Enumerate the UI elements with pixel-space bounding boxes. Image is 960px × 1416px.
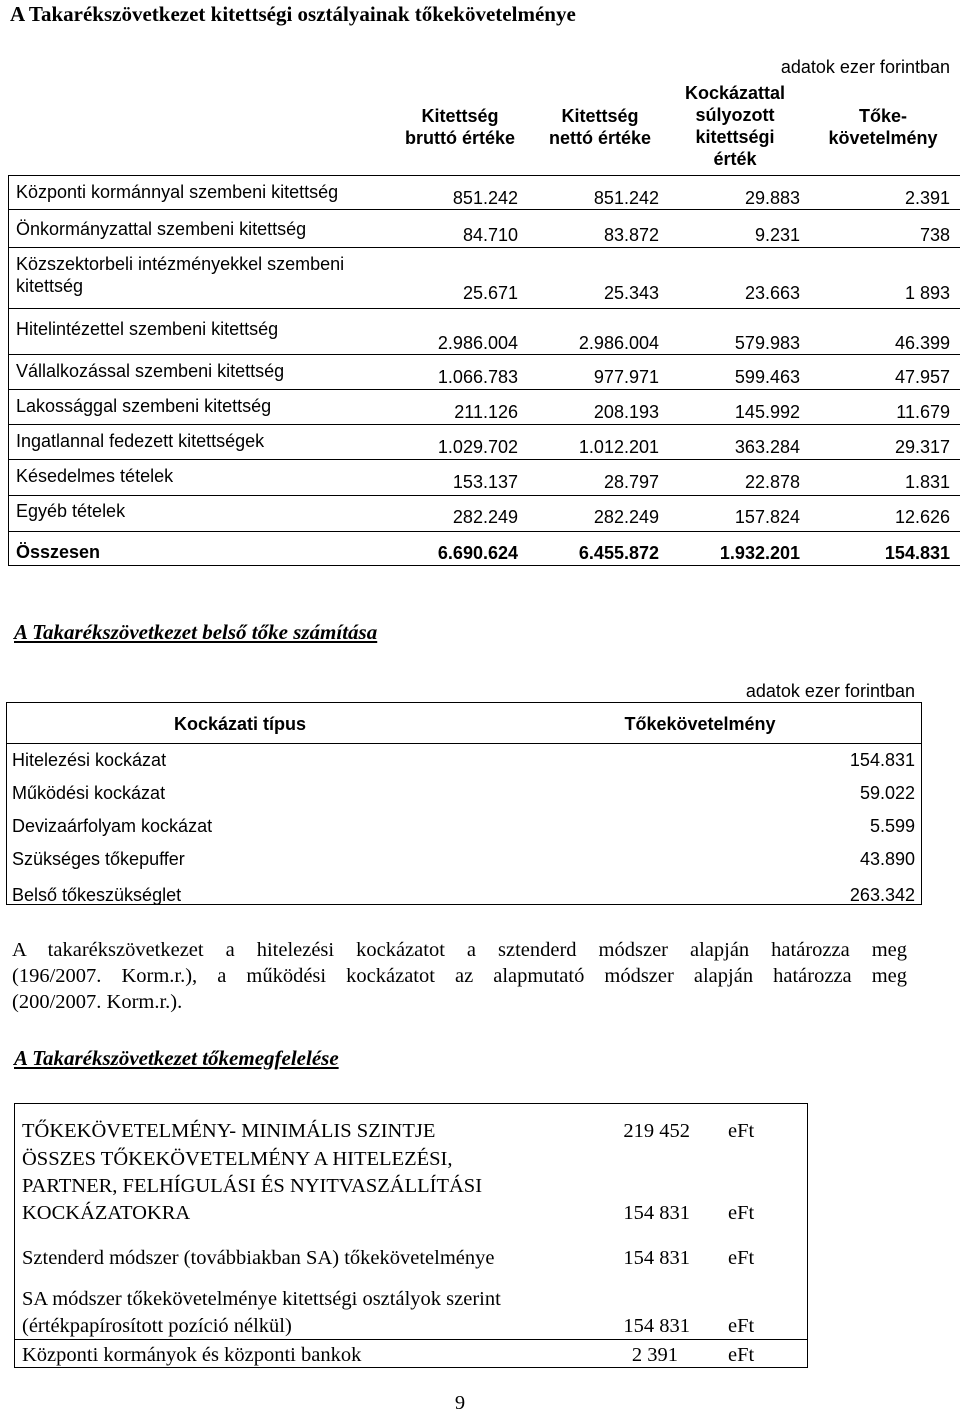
cell-value: 2.986.004 <box>437 333 518 353</box>
cell-value: 23.663 <box>744 283 800 303</box>
capital-row-unit: eFt <box>728 1344 755 1366</box>
cell-value: 11.679 <box>896 402 950 422</box>
table1-row-sep <box>8 424 960 425</box>
capital-row-label: (értékpapírosított pozíció nélkül) <box>22 1315 292 1337</box>
capital-row-value: 219 452 <box>623 1120 690 1142</box>
cell-value: 84.710 <box>462 225 518 245</box>
row-label: Hitelintézettel szembeni kitettség <box>16 319 279 339</box>
table1-row-sep <box>8 459 960 460</box>
header-gross-exposure: Kitettség bruttó értéke <box>404 106 516 148</box>
table1-bottom-border <box>8 565 960 566</box>
cell-value: 29.317 <box>894 437 950 457</box>
cell-value: 1.029.702 <box>437 437 518 457</box>
cell-value: 28.797 <box>603 472 659 492</box>
capital-row-unit: eFt <box>728 1120 755 1142</box>
risk-row-value: 5.599 <box>869 816 915 836</box>
risk-row-value: 154.831 <box>849 750 915 770</box>
capital-row-label: KOCKÁZATOKRA <box>22 1202 191 1224</box>
capital-row-label: Központi kormányok és központi bankok <box>22 1344 362 1366</box>
capital-table-right <box>807 1103 808 1368</box>
cell-value: 153.137 <box>452 472 518 492</box>
capital-table-top <box>14 1103 808 1104</box>
cell-value: 1.012.201 <box>578 437 659 457</box>
cell-value: 738 <box>919 225 950 245</box>
capital-row-label: TŐKEKÖVETELMÉNY- MINIMÁLIS SZINTJE <box>22 1120 436 1142</box>
cell-value: 25.343 <box>603 283 659 303</box>
table1-row-sep <box>8 247 960 248</box>
cell-value: 851.242 <box>452 188 518 208</box>
cell-value: 851.242 <box>593 188 659 208</box>
section2-unit-note: adatok ezer forintban <box>745 681 915 701</box>
capital-table-left <box>14 1103 15 1368</box>
section2-title: A Takarékszövetkezet belső tőke számítása <box>14 620 378 644</box>
total-label: Összesen <box>16 542 101 562</box>
capital-row-value: 154 831 <box>623 1202 690 1224</box>
cell-value: 2.986.004 <box>578 333 659 353</box>
section3-title: A Takarékszövetkezet tőkemegfelelése <box>14 1046 339 1070</box>
cell-value: 363.284 <box>734 437 800 457</box>
table1-row-sep <box>8 389 960 390</box>
cell-value: 9.231 <box>754 225 800 245</box>
capital-row-label: PARTNER, FELHÍGULÁSI ÉS NYITVASZÁLLÍTÁSI <box>22 1175 483 1197</box>
cell-value: 12.626 <box>894 507 950 527</box>
cell-value: 1.066.783 <box>437 367 518 387</box>
capital-row-unit: eFt <box>728 1315 755 1337</box>
paragraph-line: A takarékszövetkezet a hitelezési kockázatot a sztenderd módszer alapján határozza meg <box>12 939 907 961</box>
capital-row-unit: eFt <box>728 1202 755 1224</box>
cell-value: 145.992 <box>734 402 800 422</box>
header-risk-weighted: Kockázattal súlyozott kitettségi érték <box>684 83 786 169</box>
risk-row-label: Belső tőkeszükséglet <box>12 885 182 905</box>
section1-title: A Takarékszövetkezet kitettségi osztályainak tőkekövetelménye <box>10 2 576 26</box>
row-label: Önkormányzattal szembeni kitettség <box>16 219 307 239</box>
table1-left-border <box>8 175 9 565</box>
section1-unit-note: adatok ezer forintban <box>780 57 950 77</box>
cell-value: 282.249 <box>452 507 518 527</box>
cell-value: 282.249 <box>593 507 659 527</box>
capital-table-row-sep <box>14 1339 808 1340</box>
risk-row-label: Szükséges tőkepuffer <box>12 849 185 869</box>
cell-value: 977.971 <box>593 367 659 387</box>
table1-row-sep <box>8 495 960 496</box>
capital-row-unit: eFt <box>728 1247 755 1269</box>
table1-header-rule <box>8 175 960 176</box>
header-capital-requirement: Tőkekövetelmény <box>624 714 776 734</box>
row-label: Egyéb tételek <box>16 501 126 521</box>
page-number: 9 <box>454 1392 466 1414</box>
cell-value: 25.671 <box>462 283 518 303</box>
total-value: 6.455.872 <box>578 543 659 563</box>
cell-value: 22.878 <box>744 472 800 492</box>
risk-row-value: 43.890 <box>859 849 915 869</box>
cell-value: 29.883 <box>744 188 800 208</box>
risk-row-label: Működési kockázat <box>12 783 166 803</box>
table1-row-sep <box>8 308 960 309</box>
total-value: 6.690.624 <box>437 543 518 563</box>
row-label: Késedelmes tételek <box>16 466 174 486</box>
header-capital-requirement: Tőke- követelmény <box>828 106 938 148</box>
risk-row-label: Hitelezési kockázat <box>12 750 167 770</box>
header-net-exposure: Kitettség nettó értéke <box>548 106 652 148</box>
capital-row-label: Sztenderd módszer (továbbiakban SA) tőkekövetelménye <box>22 1247 495 1269</box>
paragraph-line: (196/2007. Korm.r.), a működési kockázatot az alapmutató módszer alapján határozza meg <box>12 965 907 987</box>
total-value: 154.831 <box>884 543 950 563</box>
row-label: Ingatlannal fedezett kitettségek <box>16 431 265 451</box>
cell-value: 1 893 <box>904 283 950 303</box>
total-value: 1.932.201 <box>719 543 800 563</box>
cell-value: 599.463 <box>734 367 800 387</box>
cell-value: 579.983 <box>734 333 800 353</box>
row-label: Közszektorbeli intézményekkel szembeni kitettség <box>16 254 345 296</box>
row-label: Központi kormánnyal szembeni kitettség <box>16 182 339 202</box>
cell-value: 2.391 <box>904 188 950 208</box>
capital-row-label: ÖSSZES TŐKEKÖVETELMÉNY A HITELEZÉSI, <box>22 1148 453 1170</box>
capital-row-label: SA módszer tőkekövetelménye kitettségi osztályok szerint <box>22 1288 501 1310</box>
table1-row-sep <box>8 354 960 355</box>
header-risk-type: Kockázati típus <box>173 714 307 734</box>
risk-table-header-rule <box>6 743 922 744</box>
cell-value: 47.957 <box>894 367 950 387</box>
cell-value: 1.831 <box>904 472 950 492</box>
capital-row-value: 154 831 <box>623 1247 690 1269</box>
table1-row-sep <box>8 209 960 210</box>
cell-value: 208.193 <box>593 402 659 422</box>
cell-value: 46.399 <box>894 333 950 353</box>
row-label: Vállalkozással szembeni kitettség <box>16 361 285 381</box>
table1-row-sep <box>8 531 960 532</box>
paragraph-line: (200/2007. Korm.r.). <box>12 991 183 1013</box>
risk-row-value: 59.022 <box>859 783 915 803</box>
cell-value: 83.872 <box>603 225 659 245</box>
row-label: Lakossággal szembeni kitettség <box>16 396 272 416</box>
risk-row-value: 263.342 <box>849 885 915 905</box>
risk-row-label: Devizaárfolyam kockázat <box>12 816 213 836</box>
capital-row-value: 154 831 <box>623 1315 690 1337</box>
capital-row-value: 2 391 <box>631 1344 678 1366</box>
cell-value: 211.126 <box>454 402 518 422</box>
cell-value: 157.824 <box>734 507 800 527</box>
